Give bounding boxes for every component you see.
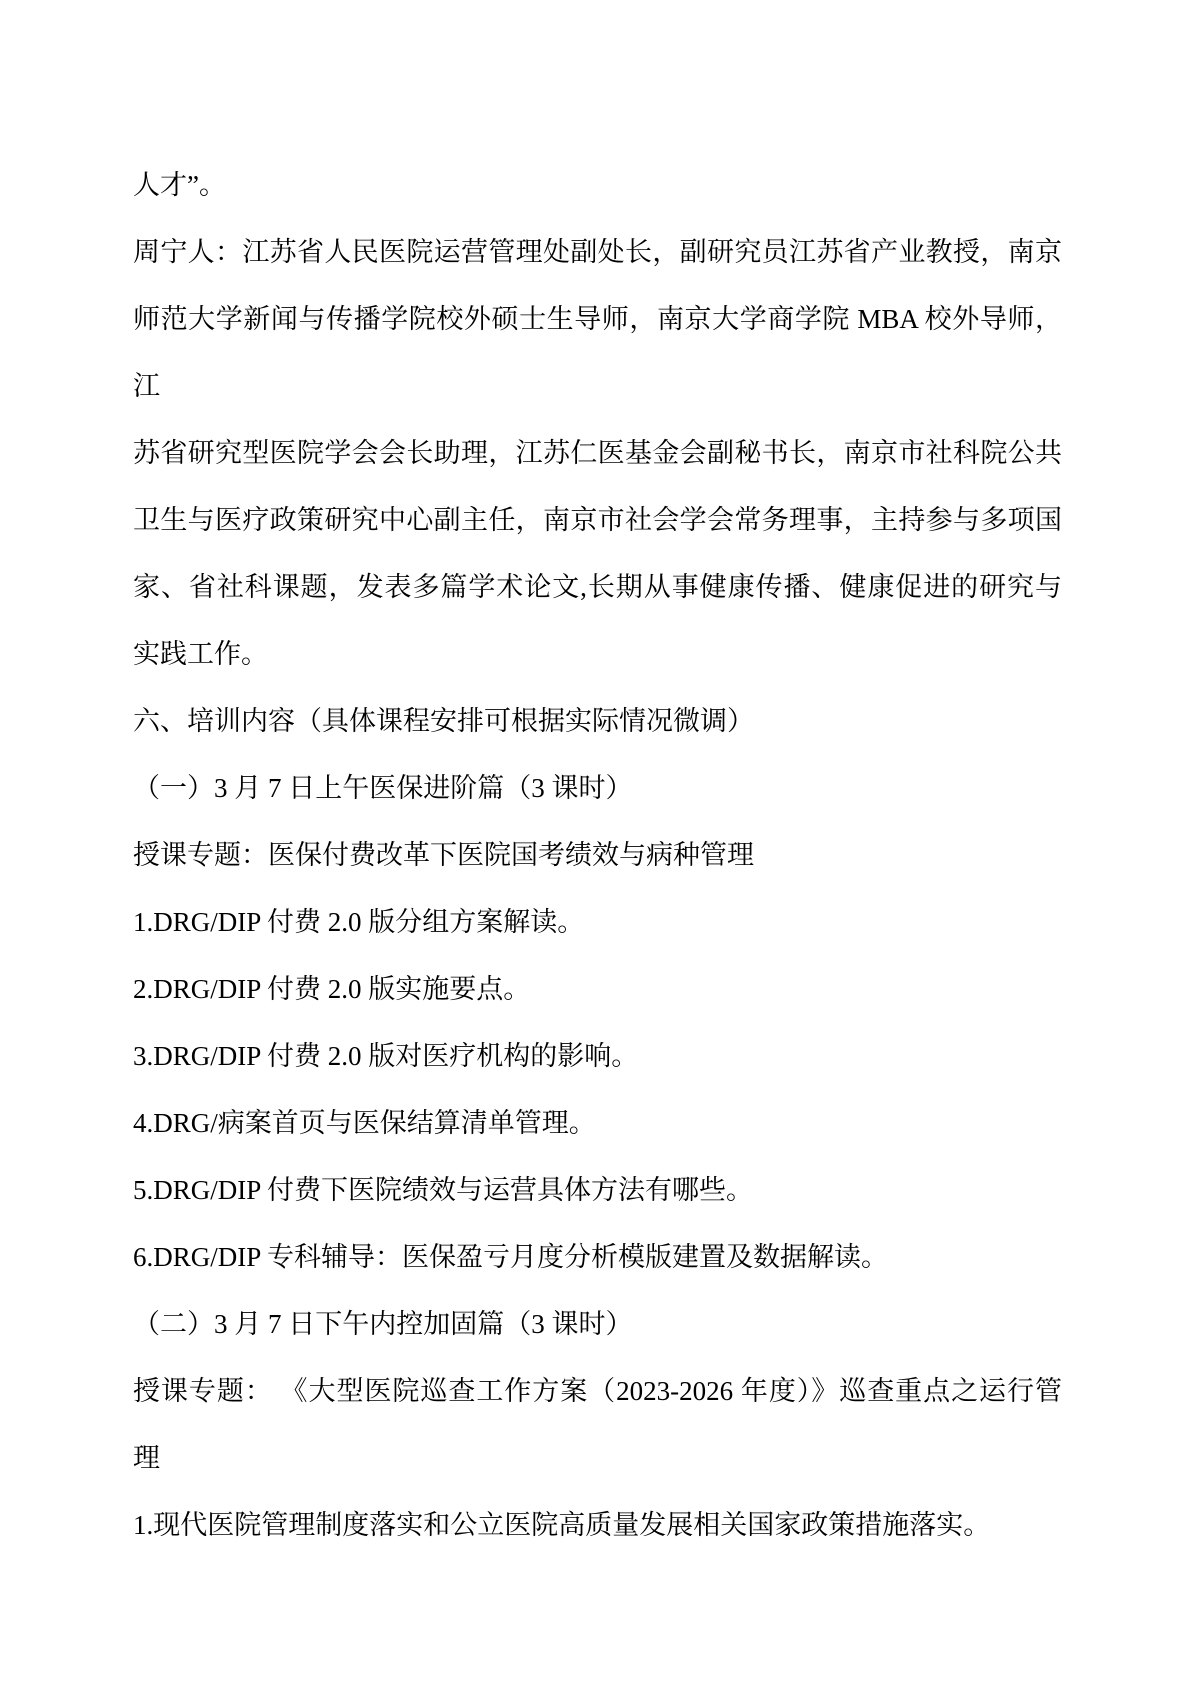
doc-line-bio-zhou-5: 家、省社科课题，发表多篇学术论文,长期从事健康传播、健康促进的研究与	[133, 572, 1062, 602]
doc-line-bio-zhou-6: 实践工作。	[133, 639, 268, 669]
subsection-heading-mar7-afternoon: （二）3 月 7 日下午内控加固篇（3 课时）	[133, 1309, 633, 1339]
course-item-3: 3.DRG/DIP 付费 2.0 版对医疗机构的影响。	[133, 1041, 639, 1071]
section-heading-training-content: 六、培训内容（具体课程安排可根据实际情况微调）	[133, 706, 754, 736]
lecture-topic-hospital-inspection-line1: 授课专题： 《大型医院巡查工作方案（2023-2026 年度）》巡查重点之运行管	[133, 1376, 1062, 1406]
course-item-6: 6.DRG/DIP 专科辅导：医保盈亏月度分析模版建置及数据解读。	[133, 1242, 889, 1272]
doc-line-bio-zhou-4: 卫生与医疗政策研究中心副主任，南京市社会学会常务理事，主持参与多项国	[133, 505, 1062, 535]
policy-item-1: 1.现代医院管理制度落实和公立医院高质量发展相关国家政策措施落实。	[133, 1510, 991, 1540]
course-item-1: 1.DRG/DIP 付费 2.0 版分组方案解读。	[133, 907, 585, 937]
doc-line-talent-closing: 人才”。	[133, 170, 226, 200]
lecture-topic-hospital-inspection-line2: 理	[133, 1443, 160, 1473]
course-item-5: 5.DRG/DIP 付费下医院绩效与运营具体方法有哪些。	[133, 1175, 754, 1205]
lecture-topic-medical-insurance: 授课专题：医保付费改革下医院国考绩效与病种管理	[133, 840, 754, 870]
doc-line-bio-zhou-3: 苏省研究型医院学会会长助理，江苏仁医基金会副秘书长，南京市社科院公共	[133, 438, 1062, 468]
subsection-heading-mar7-morning: （一）3 月 7 日上午医保进阶篇（3 课时）	[133, 773, 633, 803]
course-item-4: 4.DRG/病案首页与医保结算清单管理。	[133, 1108, 596, 1138]
doc-line-bio-zhou-1: 周宁人：江苏省人民医院运营管理处副处长，副研究员江苏省产业教授，南京	[133, 237, 1062, 267]
course-item-2: 2.DRG/DIP 付费 2.0 版实施要点。	[133, 974, 531, 1004]
doc-line-bio-zhou-2: 师范大学新闻与传播学院校外硕士生导师，南京大学商学院 MBA 校外导师，江	[133, 304, 1062, 401]
